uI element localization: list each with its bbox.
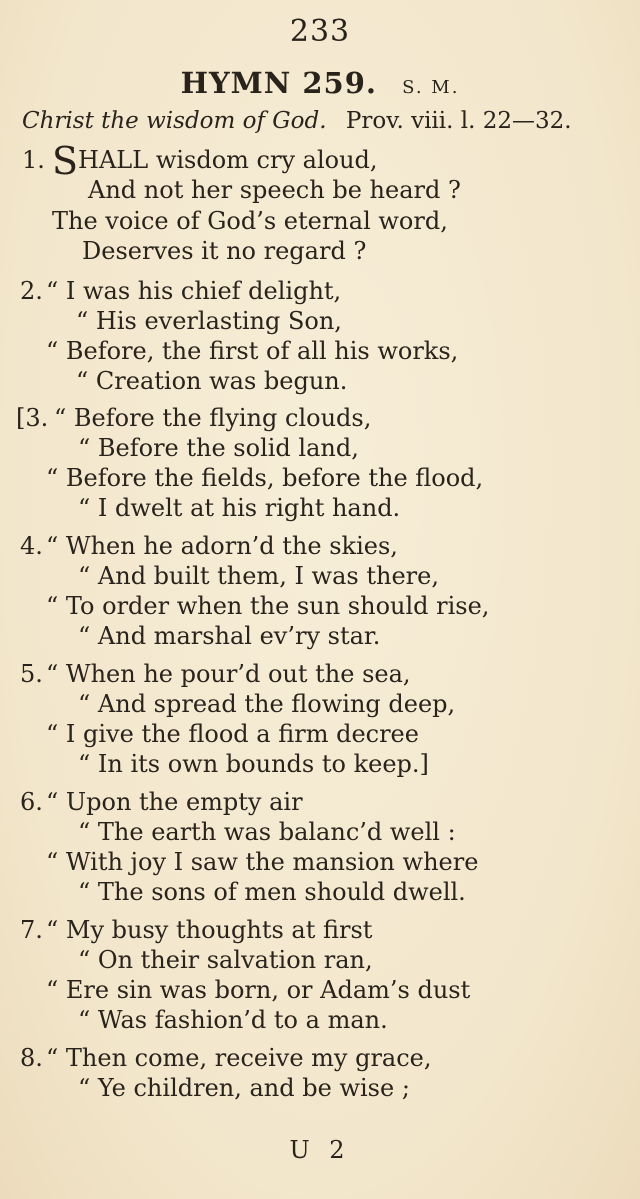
- verse-6-line-1: “ Upon the empty air: [46, 788, 303, 816]
- verse-5-line-3: “ I give the flood a firm decree: [46, 720, 419, 748]
- hymn-title: [0, 66, 640, 100]
- verse-2-line-2: “ His everlasting Son,: [76, 307, 342, 335]
- verse-1-line-2: And not her speech be heard ?: [88, 176, 461, 204]
- verse-number-8: 8.: [20, 1044, 43, 1072]
- verse-5-line-2: “ And spread the flowing deep,: [78, 690, 456, 718]
- signature-mark: U 2: [289, 1136, 351, 1164]
- verse-1-line-3: The voice of God’s eternal word,: [52, 207, 448, 235]
- verse-4-line-2: “ And built them, I was there,: [78, 562, 439, 590]
- verse-4-line-1: “ When he adorn’d the skies,: [46, 532, 398, 560]
- drop-cap: S: [52, 139, 79, 183]
- verse-1-line-1: [52, 139, 378, 183]
- verse-2-line-4: “ Creation was begun.: [76, 367, 348, 395]
- verse-number-1: 1.: [22, 146, 45, 174]
- verse-3-line-3: “ Before the fields, before the flood,: [46, 464, 484, 492]
- hymn-subtitle: [22, 108, 632, 134]
- verse-4-line-3: “ To order when the sun should rise,: [46, 592, 490, 620]
- verse-7-line-4: “ Was fashion’d to a man.: [78, 1006, 388, 1034]
- verse-7-line-1: “ My busy thoughts at first: [46, 916, 373, 944]
- verse-6-line-3: “ With joy I saw the mansion where: [46, 848, 479, 876]
- verse-5-line-4: “ In its own bounds to keep.]: [78, 750, 429, 778]
- verse-4-line-4: “ And marshal ev’ry star.: [78, 622, 381, 650]
- verse-number-6: 6.: [20, 788, 43, 816]
- verse-7-line-2: “ On their salvation ran,: [78, 946, 373, 974]
- verse-3-line-4: “ I dwelt at his right hand.: [78, 494, 401, 522]
- verse-8-line-2: “ Ye children, and be wise ;: [78, 1074, 410, 1102]
- verse-number-3: [3.: [16, 404, 49, 432]
- scripture-reference: Prov. viii. l. 22—32.: [345, 108, 572, 134]
- verse-1-line-4: Deserves it no regard ?: [82, 237, 367, 265]
- page-number: 233: [289, 14, 351, 49]
- verse-8-line-1: “ Then come, receive my grace,: [46, 1044, 432, 1072]
- verse-7-line-3: “ Ere sin was born, or Adam’s dust: [46, 976, 471, 1004]
- verse-3-line-1: “ Before the flying clouds,: [54, 404, 372, 432]
- hymn-number: HYMN 259.: [180, 66, 378, 100]
- verse-number-2: 2.: [20, 277, 43, 305]
- verse-number-7: 7.: [20, 916, 43, 944]
- verse-2-line-1: “ I was his chief delight,: [46, 277, 342, 305]
- verse-number-4: 4.: [20, 532, 43, 560]
- verse-1-line-1-rest: HALL wisdom cry aloud,: [78, 146, 378, 174]
- verse-2-line-3: “ Before, the first of all his works,: [46, 337, 459, 365]
- verse-6-line-4: “ The sons of men should dwell.: [78, 878, 466, 906]
- verse-number-5: 5.: [20, 660, 43, 688]
- verse-3-line-2: “ Before the solid land,: [78, 434, 359, 462]
- hymn-meter: S. M.: [402, 77, 460, 98]
- verse-5-line-1: “ When he pour’d out the sea,: [46, 660, 411, 688]
- subtitle-theme: Christ the wisdom of God.: [22, 108, 327, 134]
- verse-6-line-2: “ The earth was balanc’d well :: [78, 818, 456, 846]
